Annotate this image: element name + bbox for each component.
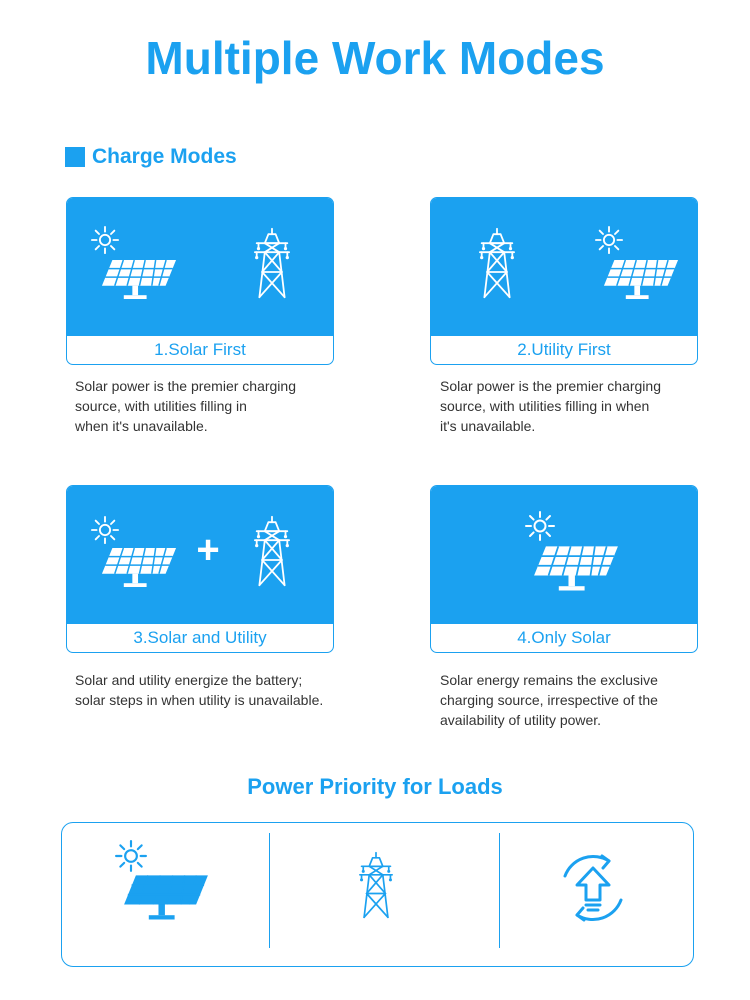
sun-icon (116, 841, 146, 871)
mode-label: 4.Only Solar (517, 628, 611, 647)
power-tower-icon (360, 853, 392, 918)
mode-label: 2.Utility First (517, 340, 611, 359)
page-title: Multiple Work Modes (145, 32, 605, 84)
plus-icon: + (196, 528, 220, 572)
loads-title: Power Priority for Loads (247, 774, 503, 799)
mode-description-solar-first: Solar power is the premier charging source, with utilities filling in when it's unavailable. (75, 378, 296, 434)
solar-panel-icon (124, 875, 208, 919)
mode-description-only-solar: Solar energy remains the exclusive charging source, irrespective of the availability of utility power. (440, 672, 658, 728)
battery-cycle-icon (565, 856, 621, 920)
mode-label: 3.Solar and Utility (133, 628, 267, 647)
charge-modes-label: Charge Modes (92, 145, 237, 168)
mode-description-utility-first: Solar power is the premier charging source, with utilities filling in when it's unavailable. (440, 378, 661, 434)
mode-label: 1.Solar First (154, 340, 246, 359)
mode-description-solar-and-utility: Solar and utility energize the battery; solar steps in when utility is unavailable. (75, 672, 324, 708)
